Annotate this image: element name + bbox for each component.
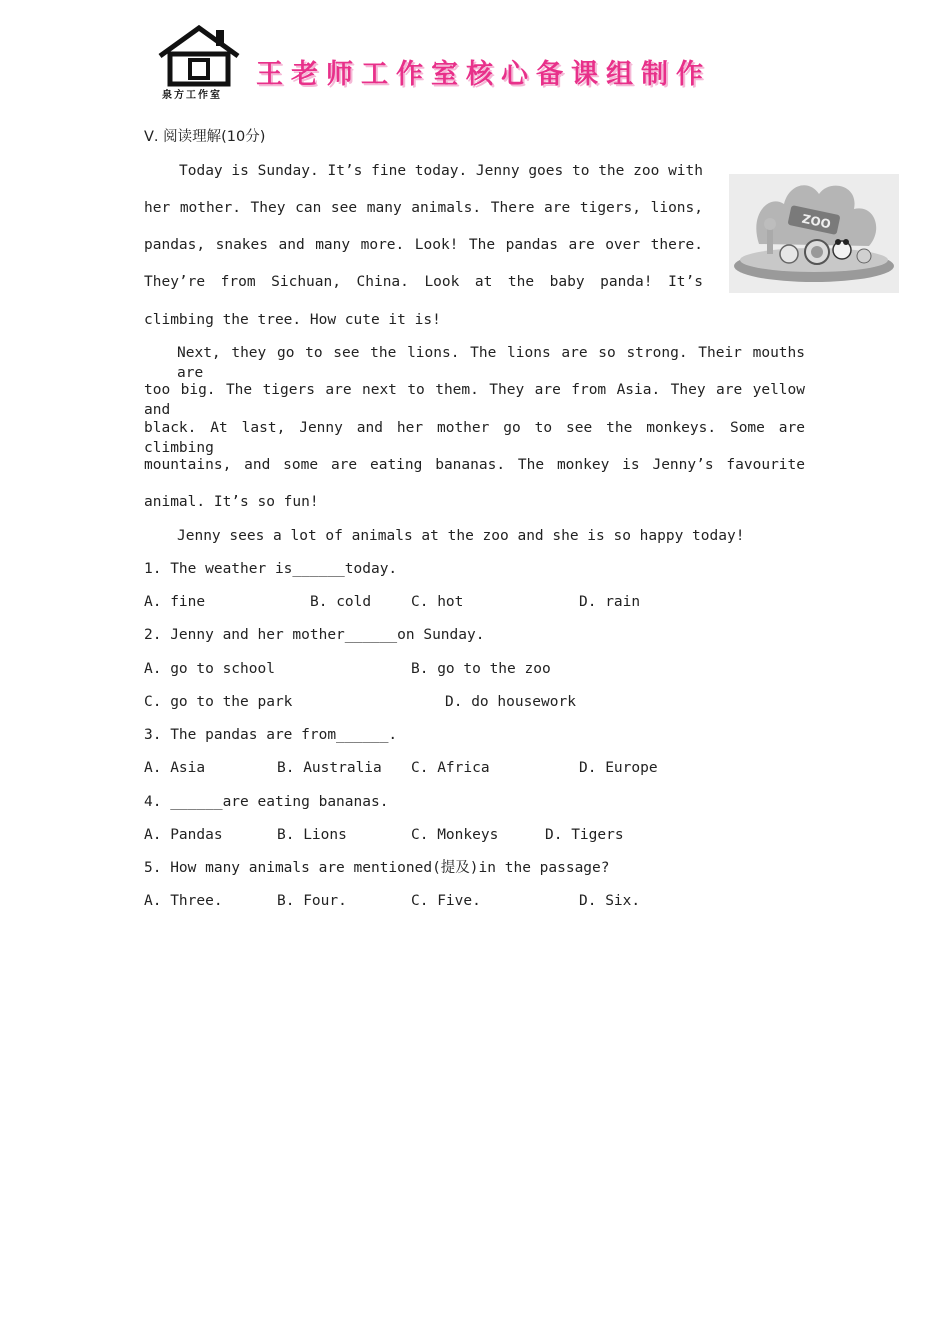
option-c: C. Africa — [411, 760, 490, 776]
banner-title: 王老师工作室核心备课组制作 — [256, 59, 711, 90]
option-d: D. do housework — [445, 694, 576, 710]
option-d: D. Tigers — [545, 827, 624, 843]
option-a: A. go to school — [144, 661, 275, 677]
option-a: A. fine — [144, 594, 206, 610]
question-stem: 3. The pandas are from______. — [144, 727, 398, 743]
passage-p2-line-2: too big. The tigers are next to them. They are from Asia. They are yellow and — [144, 382, 805, 418]
passage-p1-line-2: her mother. They can see many animals. There are tigers, lions, — [144, 200, 703, 216]
section-title: Ⅴ. 阅读理解(10分) — [144, 129, 266, 145]
question-stem: 1. The weather is______today. — [144, 561, 398, 577]
question-stem: 2. Jenny and her mother______on Sunday. — [144, 627, 485, 643]
option-b: B. Australia — [277, 760, 382, 776]
option-c: C. hot — [411, 594, 464, 610]
zoo-sign-label: ZOO — [800, 211, 832, 232]
passage-p2-line-4: mountains, and some are eating bananas. The monkey is Jenny’s favourite — [144, 457, 805, 473]
zoo-illustration — [729, 174, 899, 293]
house-icon — [156, 24, 242, 88]
option-a: A. Three. — [144, 893, 223, 909]
passage-p2-line-1: Next, they go to see the lions. The lions are so strong. Their mouths are — [177, 345, 805, 381]
header-logo — [156, 24, 242, 100]
passage-p3: Jenny sees a lot of animals at the zoo and she is so happy today! — [177, 528, 745, 544]
option-b: B. go to the zoo — [411, 661, 551, 677]
passage-p2-line-5: animal. It’s so fun! — [144, 494, 319, 510]
passage-p1-line-1: Today is Sunday. It’s fine today. Jenny goes to the zoo with — [179, 163, 703, 179]
option-c: C. Monkeys — [411, 827, 499, 843]
question-stem: 4. ______are eating bananas. — [144, 794, 389, 810]
option-b: B. Four. — [277, 893, 347, 909]
option-b: B. Lions — [277, 827, 347, 843]
question-stem: 5. How many animals are mentioned(提及)in the passage? — [144, 860, 610, 876]
option-b: B. cold — [310, 594, 372, 610]
passage-p1-line-4: They’re from Sichuan, China. Look at the baby panda! It’s — [144, 274, 703, 290]
option-d: D. rain — [579, 594, 641, 610]
passage-p1-line-5: climbing the tree. How cute it is! — [144, 312, 441, 328]
option-d: D. Six. — [579, 893, 641, 909]
option-c: C. Five. — [411, 893, 481, 909]
passage-p1-line-3: pandas, snakes and many more. Look! The pandas are over there. — [144, 237, 703, 253]
option-d: D. Europe — [579, 760, 658, 776]
option-a: A. Asia — [144, 760, 206, 776]
option-c: C. go to the park — [144, 694, 293, 710]
logo-caption: 泉方工作室 — [162, 90, 222, 101]
passage-p2-line-3: black. At last, Jenny and her mother go to see the monkeys. Some are climbing — [144, 420, 805, 456]
option-a: A. Pandas — [144, 827, 223, 843]
